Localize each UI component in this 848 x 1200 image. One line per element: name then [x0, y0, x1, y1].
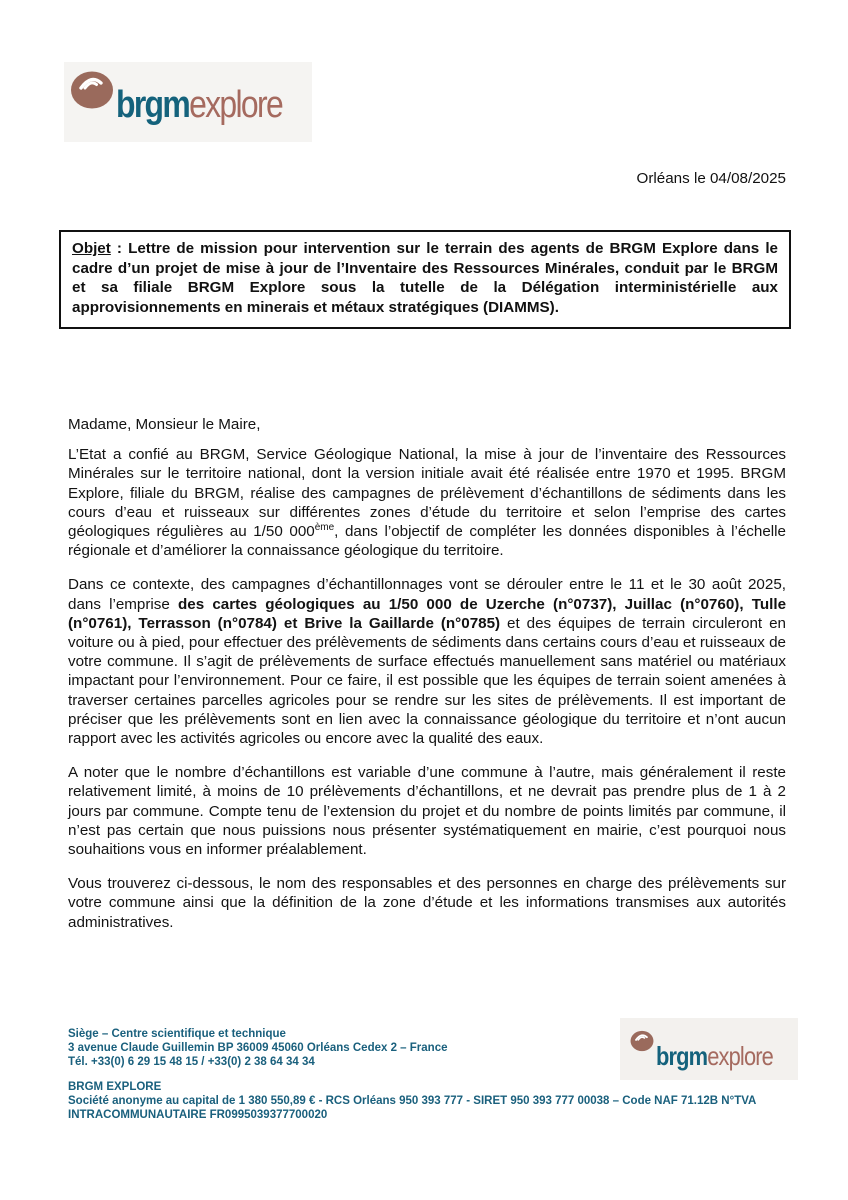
paragraph-1-part2: , dans l’objectif de compléter les données disponibles à l’échelle régionale et d’améliorer la connaissance géologique du territoire. — [68, 523, 786, 560]
paragraph-2 — [68, 575, 786, 748]
paragraph-4: Vous trouverez ci-dessous, le nom des responsables et des personnes en charge des prélèvements sur votre commune ainsi que la définition de la zone d’étude et les informations transmises aux autorités administratives. — [68, 875, 786, 931]
date-line: Orléans le 04/08/2025 — [636, 170, 786, 187]
paragraph-1-part1: L’Etat a confié au BRGM, Service Géologique National, la mise à jour de l’inventaire des Ressources Minérales sur le territoire national, dont la version initiale avait été réalisée entre 1970 et 1995. BRGM Explore, filiale du BRGM, réalise des campagnes de prélèvement d’échantillons de sédiments dans les cours d’eau et ruisseaux sur différentes zones d’étude du territoire et selon l’emprise des cartes géologiques régulières au 1/50 000 — [68, 446, 786, 541]
footer-company-line3: INTRACOMMUNAUTAIRE FR0995039377700020 — [68, 1109, 328, 1121]
footer-company-line1: BRGM EXPLORE — [68, 1081, 162, 1093]
paragraph-2-part2: et des équipes de terrain circuleront en voiture ou à pied, pour effectuer des prélèvements de sédiments dans certains cours d’eau et ruisseaux de votre commune. Il s’agit de prélèvements de surface effectués manuellement sans matériel ou matériaux impactant pour l’environnement. Pour ce faire, il est possible que les équipes de terrain soient amenées à traverser certaines parcelles agricoles pour se rendre sur les sites de prélèvements. Il est important de préciser que les prélèvements sont en lien avec la connaissance géologique du territoire et n’ont aucun rapport avec les activités agricoles ou encore avec la qualité des eaux. — [68, 614, 786, 748]
salutation: Madame, Monsieur le Maire, — [68, 416, 261, 433]
brgm-globe-icon — [630, 1030, 654, 1052]
footer-address-line2: 3 avenue Claude Guillemin BP 36009 45060 Orléans Cedex 2 – France — [68, 1042, 448, 1054]
subject-label: Objet — [72, 240, 111, 257]
header-logo — [64, 62, 312, 142]
brgm-globe-icon — [70, 70, 114, 110]
paragraph-3: A noter que le nombre d’échantillons est variable d’une commune à l’autre, mais généralement il reste relativement limité, à moins de 10 prélèvements d’échantillons, et ne devrait pas prendre plus de 1 à 2 jours par commune. Compte tenu de l’extension du projet et du nombre de points limités par commune, il n’est pas certain que nous puissions nous présenter systématiquement en mairie, c’est pourquoi nous souhaitions vous en informer préalablement. — [68, 764, 786, 859]
subject-box — [59, 230, 791, 329]
footer-logo — [620, 1018, 798, 1080]
footer-company — [68, 1080, 768, 1122]
logo-wordmark — [656, 1043, 773, 1069]
letter-body — [68, 415, 786, 947]
logo-wordmark — [116, 86, 282, 124]
paragraph-2-bold-maps: des cartes géologiques au 1/50 000 de Uzerche (n°0737), Juillac (n°0760), Tulle (n°0761), Terrasson (n°0784) et Brive la Gaillarde (n°0785) — [68, 595, 787, 632]
footer-address-line1: Siège – Centre scientifique et technique — [68, 1028, 286, 1040]
paragraph-1 — [68, 445, 786, 560]
logo-text-explore: explore — [189, 84, 283, 126]
footer-address-line3: Tél. +33(0) 6 29 15 48 15 / +33(0) 2 38 64 34 34 — [68, 1056, 315, 1068]
subject-separator: : — [110, 240, 129, 257]
logo-text-explore: explore — [707, 1041, 773, 1071]
logo-text-brgm: brgm — [656, 1041, 708, 1071]
footer-company-line2: Société anonyme au capital de 1 380 550,89 € - RCS Orléans 950 393 777 - SIRET 950 393 777 00038 – Code NAF 71.12B N°TVA — [68, 1095, 757, 1107]
logo-text-brgm: brgm — [116, 84, 190, 126]
subject-text: Lettre de mission pour intervention sur le terrain des agents de BRGM Explore dans le cadre d’un projet de mise à jour de l’Inventaire des Ressources Minérales, conduit par le BRGM et sa filiale BRGM Explore sous la tutelle de la Délégation interministérielle aux approvisionnements en minerais et métaux stratégiques (DIAMMS). — [72, 240, 778, 316]
paragraph-2-part1: Dans ce contexte, des campagnes d’échantillonnages vont se dérouler entre le 11 et le 30 août 2025, dans l’emprise — [68, 576, 786, 613]
paragraph-1-superscript: ème — [314, 521, 335, 533]
